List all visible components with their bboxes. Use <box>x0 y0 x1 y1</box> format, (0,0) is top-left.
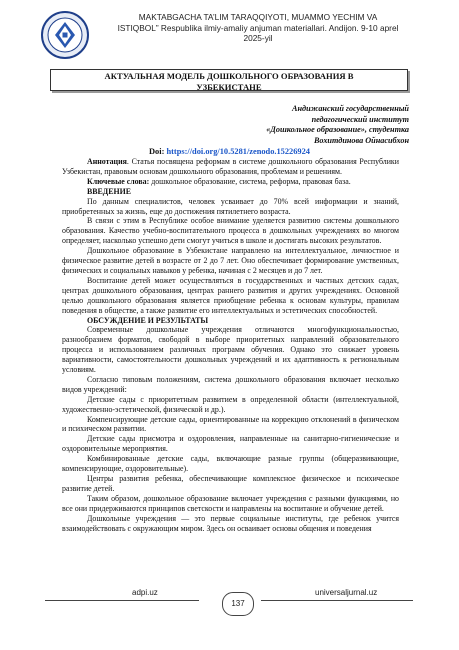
keywords-text: дошкольное образование, система, реформа, правовая база. <box>149 176 351 186</box>
body-paragraph: Компенсирующие детские сады, ориентированные на коррекцию отклонений в физическом и психическом развитии. <box>62 414 399 434</box>
annotation-label: Аннотация <box>87 157 127 166</box>
body-paragraph: Таким образом, дошкольное образование включает учреждения с разными функциями, но все они придерживаются принципов светскости и направлены на воспитание и обучение детей. <box>62 493 399 513</box>
body-paragraph: Детские сады с приоритетным развитием в определенной области (интеллектуальной, художественно-эстетической, физической и др.). <box>62 394 399 414</box>
conference-line: 2025-yil <box>243 33 273 43</box>
body-paragraph: Согласно типовым положениям, система дошкольного образования включает несколько видов учреждений: <box>62 374 399 394</box>
footer-right-site: universaljurnal.uz <box>315 588 378 597</box>
conference-header <box>40 10 420 62</box>
doi-link[interactable]: https://doi.org/10.5281/zenodo.15226924 <box>166 147 310 156</box>
article-body <box>62 157 399 533</box>
annotation-paragraph <box>62 157 399 177</box>
body-paragraph: Современные дошкольные учреждения отличаются многофункциональностью, разнообразием форматов, свободой в выборе приоритетных направлений образовательного процесса и использованием различных программ обучения. Однако это снижает уровень вариативности, самостоятельности дошкольных учреждений и их адаптивность к региональным условиям. <box>62 325 399 375</box>
body-paragraph: Комбинированные детские сады, включающие разные группы (общеразвивающие, компенсирующие, оздоровительные). <box>62 454 399 474</box>
section-heading: ОБСУЖДЕНИЕ И РЕЗУЛЬТАТЫ <box>87 315 209 325</box>
author-line: Андижанский государственный <box>292 104 409 113</box>
author-line: Вохитдинова Ойнасибхон <box>313 135 409 145</box>
doi-label: Doi: <box>149 147 165 156</box>
article-title <box>50 69 408 91</box>
page-footer <box>0 590 459 630</box>
body-paragraph: По данным специалистов, человек усваивает до 70% всей информации и знаний, приобретенных за жизнь, еще до достижения пятилетнего возраста. <box>62 196 399 216</box>
body-paragraph: Воспитание детей может осуществляться в государственных и частных детских садах, центрах дошкольного образования, центрах раннего развития и других учреждениях. Основной целью дошкольного образования является приобщение ребенка к основам культуры, правилам поведения в обществе, а также развитие его интеллектуальных и эстетических способностей. <box>62 275 399 315</box>
body-paragraph: Дошкольные учреждения — это первые социальные институты, где ребенок учится взаимодействовать с окружающим миром. Здесь он осваивает основы общения и поведения <box>62 513 399 533</box>
body-paragraph: В связи с этим в Республике особое внимание уделяется развитию системы дошкольного образования. Качество учебно-воспитательного процесса в дошкольных учреждениях во многом определяет, насколько успешно дети смогут учиться в школе и достигать высоких результатов. <box>62 216 399 246</box>
page-number: 137 <box>222 592 254 616</box>
title-line: УЗБЕКИСТАНЕ <box>196 81 262 92</box>
footer-divider <box>45 600 199 601</box>
author-block <box>149 104 409 146</box>
conference-line: ISTIQBOL” Respublika ilmiy-amaliy anjuman materiallari. Andijon. 9-10 aprel <box>117 22 399 33</box>
author-line: «Дошкольное образование», студентка <box>266 125 409 135</box>
body-paragraph: Дошкольное образование в Узбекистане направлено на интеллектуальное, личностное и физическое развитие детей в возрасте от 2 до 7 лет. Оно обеспечивает формирование умственных, физических и социальных навыков у ребенка, начиная с 2 месяцев и до 7 лет. <box>62 246 399 275</box>
keywords-paragraph <box>62 177 399 187</box>
doi-line <box>0 147 459 156</box>
section-heading: ВВЕДЕНИЕ <box>87 186 132 196</box>
author-line: педагогический институт <box>311 114 409 124</box>
keywords-label: Ключевые слова: <box>87 176 150 186</box>
university-seal-icon <box>40 10 90 60</box>
footer-divider <box>261 600 413 601</box>
body-paragraph: Детские сады присмотра и оздоровления, направленные на санитарно-гигиенические и оздоровительные мероприятия. <box>62 434 399 454</box>
annotation-text: . Статья посвящена реформам в системе дошкольного образования Республики Узбекистан, правовым основам дошкольного образования, проблемам и решениям. <box>62 157 399 176</box>
footer-left-site: adpi.uz <box>132 588 158 597</box>
conference-title <box>96 12 420 44</box>
conference-line: MAKTABGACHA TA’LIM TARAQQIYOTI, MUAMMO YECHIM VA <box>138 12 378 22</box>
body-paragraph: Центры развития ребенка, обеспечивающие комплексное физическое и психическое развитие детей. <box>62 474 399 493</box>
title-line: АКТУАЛЬНАЯ МОДЕЛЬ ДОШКОЛЬНОГО ОБРАЗОВАНИЯ В <box>104 71 354 81</box>
